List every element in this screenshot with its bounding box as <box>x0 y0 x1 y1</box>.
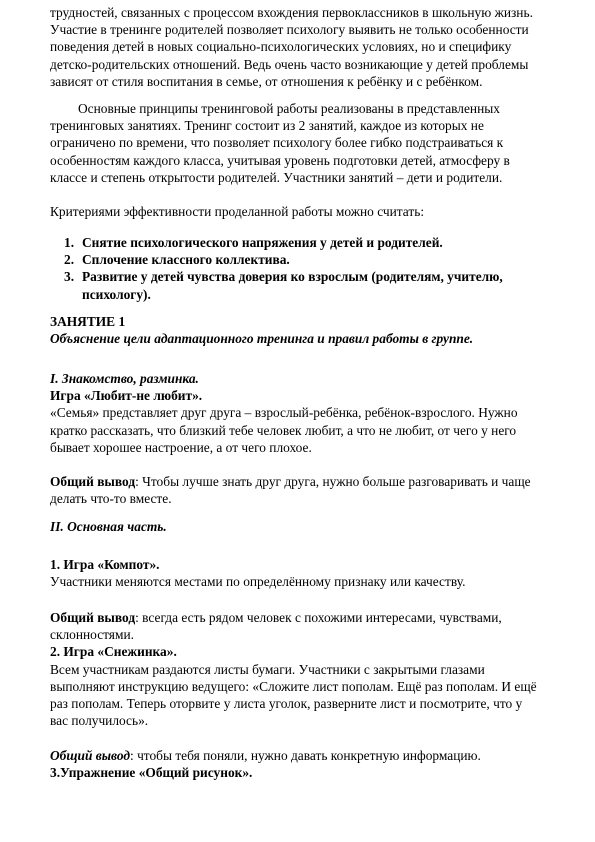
principles-paragraph <box>50 100 555 186</box>
list-number: 1. <box>64 235 75 250</box>
criteria-intro-text: Критериями эффективности проделанной работы можно считать: <box>50 204 425 219</box>
text-line: классе и степень открытости родителей. Участники занятий – дети и родители. <box>50 169 503 185</box>
section-heading: II. Основная часть. <box>50 519 167 534</box>
text-line: Участие в тренинге родителей позволяет психологу выявить не только особенности <box>50 22 529 38</box>
conclusion-label: Общий вывод <box>50 610 136 625</box>
section-heading: I. Знакомство, разминка. <box>50 371 199 386</box>
game-title: Игра «Любит-не любит». <box>50 388 203 404</box>
text-line: особенностям каждого класса, учитывая уровень подготовки детей, атмосферу в <box>50 152 510 168</box>
exercise-title: 3.Упражнение «Общий рисунок». <box>50 765 253 781</box>
text-line: бывает хорошее настроение, а от чего плохое. <box>50 439 312 455</box>
text-line: кратко рассказать, что близкий тебе человек любит, а что не любит, от чего у него <box>50 422 517 438</box>
lesson-subtitle: Объяснение цели адаптационного тренинга и правил работы в группе. <box>50 331 474 347</box>
game-title: 2. Игра «Снежинка». <box>50 644 177 660</box>
list-item <box>50 234 555 251</box>
text-line: вас получилось». <box>50 713 149 729</box>
game1-conclusion <box>50 609 555 729</box>
intro-paragraph <box>50 4 555 90</box>
text-line: раз пополам. Теперь оторвите у листа уголок, разверните лист и посмотрите, что у <box>50 696 523 712</box>
conclusion-label: Общий вывод <box>50 474 136 489</box>
list-item-text: психологу). <box>82 286 151 302</box>
list-number: 3. <box>64 269 75 285</box>
text-line: склонностями. <box>50 627 134 643</box>
text-line: Всем участникам раздаются листы бумаги. Участники с закрытыми глазами <box>50 661 485 677</box>
part1-section <box>50 370 555 456</box>
conclusion-label: Общий вывод <box>50 748 130 763</box>
list-item-text: Сплочение классного коллектива. <box>82 252 290 268</box>
part1-conclusion <box>50 473 555 507</box>
text-line: зависят от стиля воспитания в семье, от отношения к ребёнку и с ребёнком. <box>50 73 483 89</box>
lesson-header <box>50 313 555 347</box>
list-item <box>50 268 555 302</box>
text-line: трудностей, связанных с процессом вхождения первоклассников в школьную жизнь. <box>50 5 533 20</box>
criteria-list <box>50 234 555 303</box>
conclusion-text: : Чтобы лучше знать друг друга, нужно больше разговаривать и чаще <box>135 474 531 489</box>
text-line: Участники меняются местами по определённому признаку или качеству. <box>50 574 466 590</box>
text-line: Основные принципы тренинговой работы реализованы в представленных <box>78 101 500 116</box>
game1-block <box>50 556 555 590</box>
text-line: ограничено по времени, что позволяет психологу более гибко подстраиваться к <box>50 135 504 151</box>
text-line: поведения детей в новых социально-психологических условиях, но и специфику <box>50 39 512 55</box>
list-item-text: Снятие психологического напряжения у детей и родителей. <box>82 235 443 250</box>
list-number: 2. <box>64 252 75 268</box>
text-line: «Семья» представляет друг друга – взрослый-ребёнка, ребёнок-взрослого. Нужно <box>50 405 518 421</box>
lesson-title: ЗАНЯТИЕ 1 <box>50 314 126 329</box>
game2-conclusion <box>50 747 555 781</box>
conclusion-text: : чтобы тебя поняли, нужно давать конкретную информацию. <box>130 748 481 763</box>
part2-heading-block <box>50 518 555 535</box>
game-title: 1. Игра «Компот». <box>50 557 160 572</box>
list-item-text: Развитие у детей чувства доверия ко взрослым (родителям, учителю, <box>82 269 503 285</box>
text-line: выполняют инструкцию ведущего: «Сложите лист пополам. Ещё раз пополам. И ещё <box>50 678 537 694</box>
text-line: детско-родительских отношений. Ведь очень часто возникающие у детей проблемы <box>50 56 529 72</box>
text-line: тренинговых занятиях. Тренинг состоит из 2 занятий, каждое из которых не <box>50 118 484 134</box>
criteria-intro <box>50 203 555 220</box>
conclusion-text: : всегда есть рядом человек с похожими интересами, чувствами, <box>135 610 502 625</box>
text-line: делать что-то вместе. <box>50 491 172 507</box>
list-item <box>50 251 555 268</box>
